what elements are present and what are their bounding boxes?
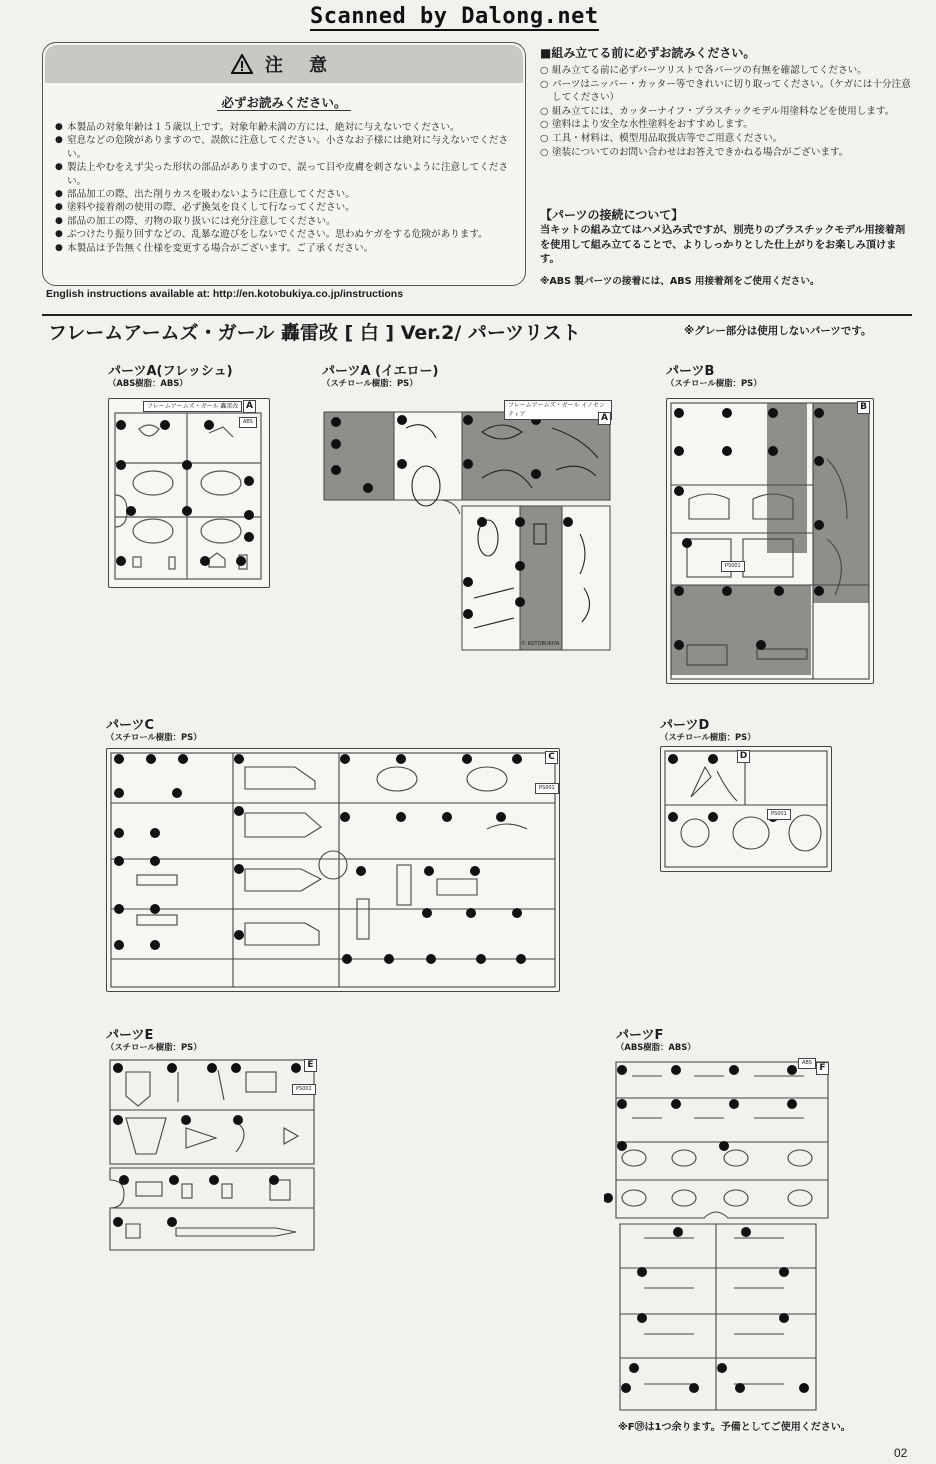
runner-e xyxy=(106,1058,318,1254)
runner-c-label: パーツC xyxy=(106,718,155,733)
runner-d-material: （スチロール樹脂：PS） xyxy=(660,732,756,742)
caution-title: 注 意 xyxy=(264,55,338,76)
caution-item: ● 本製品は予告無く仕様を変更する場合がございます。ご了承ください。 xyxy=(55,242,521,255)
runner-b-material: （スチロール樹脂：PS） xyxy=(666,378,762,388)
caution-item: ● ぶつけたり振り回すなどの、乱暴な遊びをしないでください。思わぬケガをする危険があります。 xyxy=(55,228,521,241)
section-divider xyxy=(42,314,912,316)
runner-plate: フレームアームズ・ガール 轟雷改 xyxy=(143,401,242,412)
runner-a-yellow xyxy=(322,398,612,654)
runner-letter: F xyxy=(816,1062,829,1075)
runner-a-yellow-diagram xyxy=(322,398,612,654)
runner-f-diagram xyxy=(604,1058,832,1414)
runner-code: PS001 xyxy=(292,1084,316,1095)
caution-item: ● 窒息などの危険がありますので、誤飲に注意してください。小さなお子様には絶対に与えないでください。 xyxy=(55,134,521,161)
before-assembly-item: ○ 工具・材料は、模型用品取扱店等でご用意ください。 xyxy=(540,132,912,146)
runner-letter: C xyxy=(545,751,558,764)
caution-item: ● 本製品の対象年齢は１５歳以上です。対象年齢未満の方には、絶対に与えないでください。 xyxy=(55,121,521,134)
runner-c xyxy=(106,748,560,992)
caution-item: ● 部品の加工の際、刃物の取り扱いには充分注意してください。 xyxy=(55,215,521,228)
runner-letter: E xyxy=(304,1059,317,1072)
before-assembly-item: ○ パーツはニッパー・カッター等できれいに切り取ってください。（ケガには十分注意してください） xyxy=(540,78,912,105)
runner-letter: B xyxy=(857,401,870,414)
runner-e-material: （スチロール樹脂：PS） xyxy=(106,1042,202,1052)
runner-b-label: パーツB xyxy=(666,364,715,379)
runner-e-label: パーツE xyxy=(106,1028,154,1043)
copyright-mark: © KOTOBUKIYA xyxy=(521,641,560,647)
runner-d xyxy=(660,746,832,872)
parts-list-title: フレームアームズ・ガール 轟雷改 [ 白 ] Ver.2/ パーツリスト xyxy=(48,322,581,344)
runner-d-diagram xyxy=(661,747,831,871)
runner-a-yellow-material: （スチロール樹脂：PS） xyxy=(322,378,418,388)
caution-item: ● 塗料や接着剤の使用の際、必ず換気を良くして行なってください。 xyxy=(55,201,521,214)
runner-b-diagram xyxy=(667,399,873,683)
runner-b xyxy=(666,398,874,684)
warning-icon xyxy=(231,54,253,74)
runner-code: PS001 xyxy=(767,809,791,820)
runner-e-diagram xyxy=(106,1058,318,1254)
runner-f xyxy=(604,1058,832,1414)
read-first-heading: 必ずお読みください。 xyxy=(43,93,525,111)
runner-letter: A xyxy=(598,412,611,425)
before-assembly-item: ○ 塗装についてのお問い合わせはお答えできかねる場合がございます。 xyxy=(540,146,912,160)
before-assembly-item: ○ 塗料はより安全な水性塗料をおすすめします。 xyxy=(540,118,912,132)
material-tag: ABS xyxy=(239,417,257,428)
caution-header xyxy=(45,45,523,83)
caution-item: ● 製法上やむをえず尖った形状の部品がありますので、誤って目や皮膚を刺さないように注意してください。 xyxy=(55,161,521,188)
runner-code: PS001 xyxy=(535,783,559,794)
runner-c-diagram xyxy=(107,749,559,991)
runner-f-material: （ABS樹脂：ABS） xyxy=(616,1042,696,1052)
runner-f-label: パーツF xyxy=(616,1028,664,1043)
gray-parts-note: ※グレー部分は使用しないパーツです。 xyxy=(684,325,872,337)
material-tag: ABS xyxy=(798,1058,816,1069)
runner-code: PS001 xyxy=(721,561,745,572)
f-spare-note: ※F⑲は1つ余ります。予備としてご使用ください。 xyxy=(618,1422,851,1433)
before-assembly-list xyxy=(540,64,912,159)
connection-body: 当キットの組み立てはハメ込み式ですが、別売りのプラスチックモデル用接着剤を使用して組み立てることで、よりしっかりとした仕上がりをお楽しみ頂けます。 xyxy=(540,225,906,266)
runner-d-label: パーツD xyxy=(660,718,710,733)
connection-title: 【パーツの接続について】 xyxy=(540,208,684,222)
page-number: 02 xyxy=(894,1446,908,1460)
scan-credit: Scanned by Dalong.net xyxy=(310,4,599,29)
runner-a-flesh xyxy=(108,398,270,588)
caution-item: ● 部品加工の際、出た削りカスを吸わないように注意してください。 xyxy=(55,188,521,201)
before-assembly-item: ○ 組み立てる前に必ずパーツリストで各パーツの有無を確認してください。 xyxy=(540,64,912,78)
caution-list xyxy=(55,121,521,255)
runner-letter: D xyxy=(737,750,750,763)
runner-a-flesh-material: （ABS樹脂：ABS） xyxy=(108,378,188,388)
caution-box xyxy=(42,42,526,286)
before-assembly-item: ○ 組み立てには、カッターナイフ・プラスチックモデル用塗料などを使用します。 xyxy=(540,105,912,119)
connection-note: ※ABS 製パーツの接着には、ABS 用接着剤をご使用ください。 xyxy=(540,276,820,287)
runner-a-flesh-label: パーツA(フレッシュ) xyxy=(108,364,233,379)
before-assembly-title: ■組み立てる前に必ずお読みください。 xyxy=(540,46,756,60)
runner-letter: A xyxy=(243,400,256,413)
runner-plate: フレームアームズ・ガール イノセンティア xyxy=(504,400,612,420)
runner-a-yellow-label: パーツA (イエロー) xyxy=(322,364,439,379)
english-instructions-link[interactable]: English instructions available at: http://en.kotobukiya.co.jp/instructions xyxy=(46,288,404,300)
runner-c-material: （スチロール樹脂：PS） xyxy=(106,732,202,742)
